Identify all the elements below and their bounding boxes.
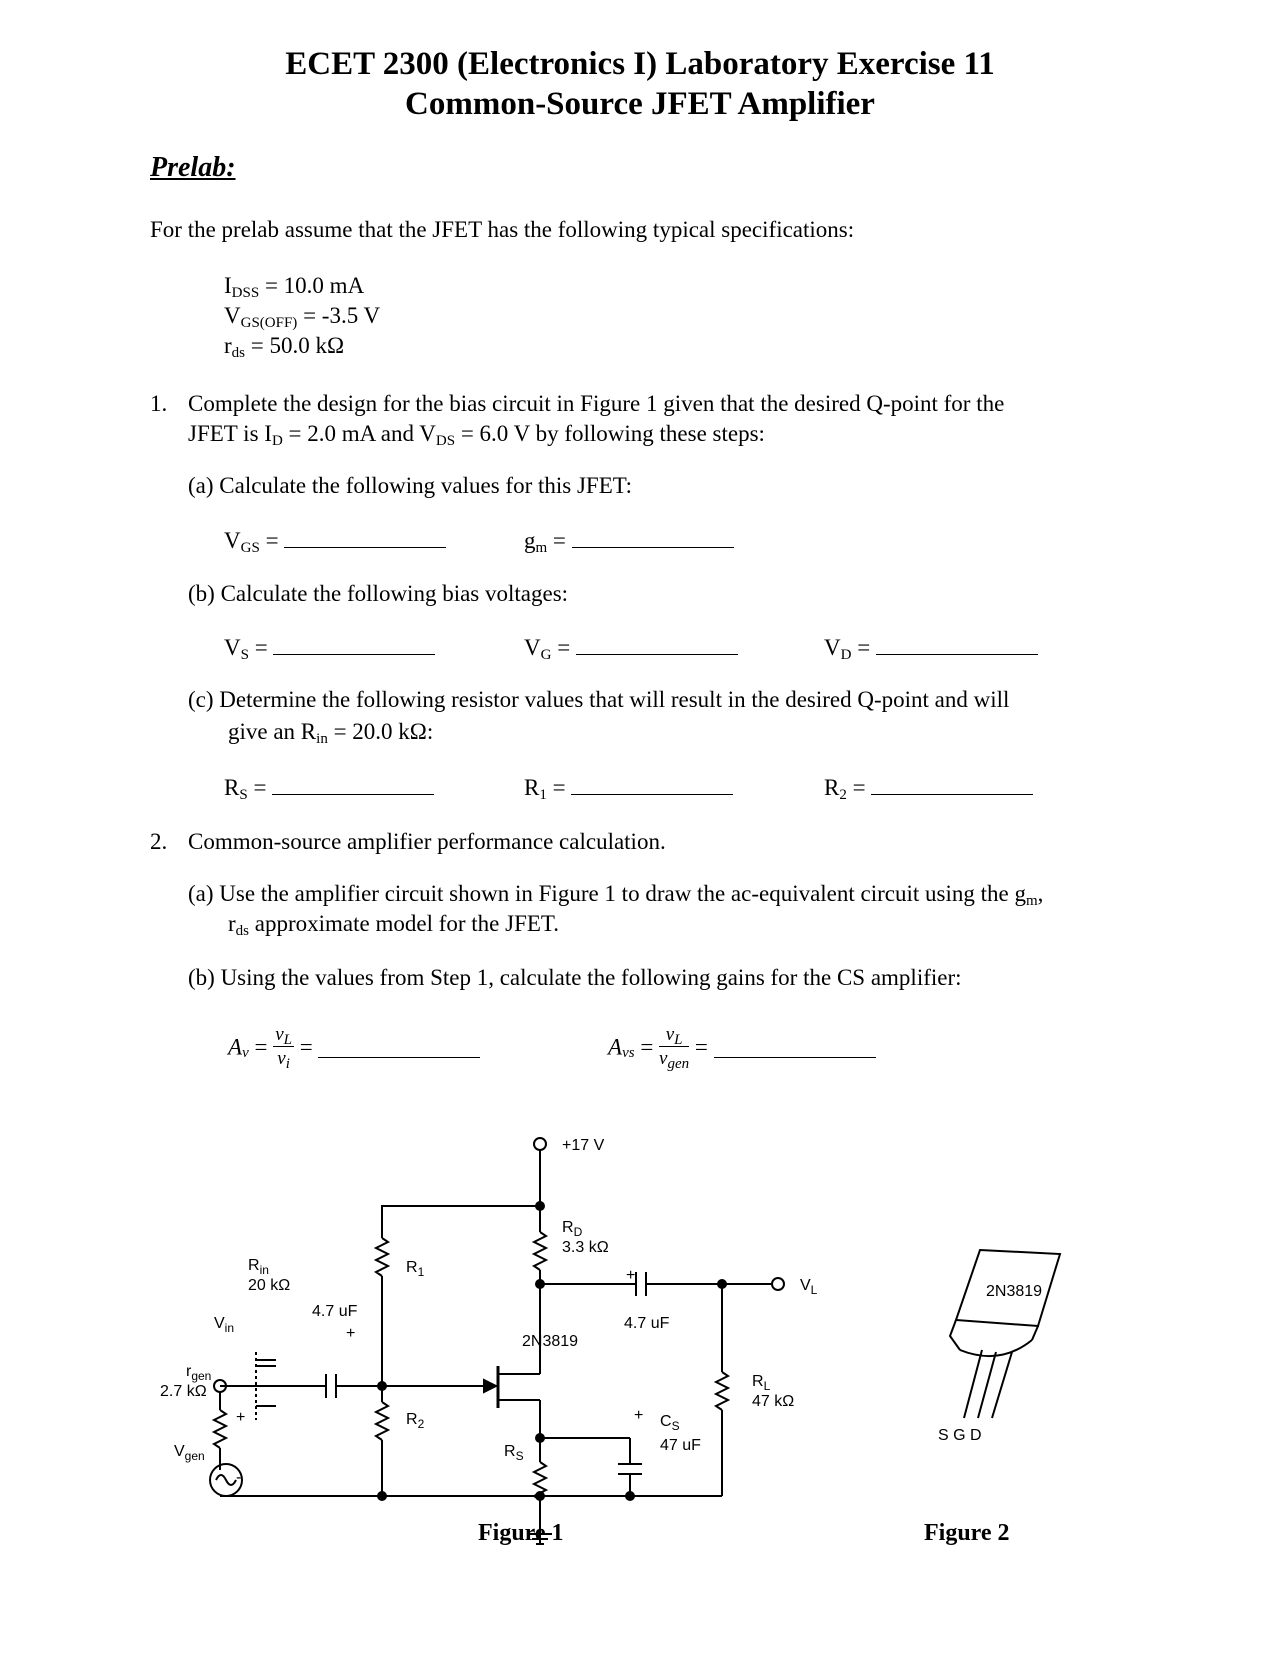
figure2-caption: Figure 2 (924, 1520, 1010, 1546)
rgen-value: 2.7 kΩ (160, 1383, 207, 1400)
avs-blank[interactable] (714, 1037, 876, 1058)
figure1-caption: Figure 1 (478, 1520, 564, 1546)
r2-blank[interactable] (871, 774, 1033, 795)
vin-label: $V_{in}$ (214, 1315, 235, 1335)
vg-answer: $V_G$ = (524, 634, 738, 662)
spec-idss: $I_{DSS} = 10.0$ mA (224, 273, 365, 301)
rl-label: $R_L$ (752, 1373, 771, 1393)
title-line-1: ECET 2300 (Electronics I) Laboratory Exercise 11 (285, 46, 995, 82)
av-formula: $A_v$ = $\frac{v_L}{v_i}$ = (228, 1024, 480, 1082)
rd-label: $R_D$ (562, 1219, 583, 1239)
vd-answer: $V_D$ = (824, 634, 1038, 662)
step2b-text: (b) Using the values from Step 1, calculate the following gains for the CS amplifier: (188, 965, 962, 990)
r1-resistor (376, 1238, 388, 1276)
avs-formula: $A_{vs}$ = $\frac{v_L}{v_{gen}}$ = (608, 1024, 876, 1082)
step2-title: Common-source amplifier performance calculation. (188, 829, 666, 854)
vd-blank[interactable] (876, 634, 1038, 655)
step1-line1: Complete the design for the bias circuit in Figure 1 given that the desired Q-point for the (188, 391, 1005, 416)
spec-vgsoff: $V_{GS(OFF)} = -3.5$ V (224, 303, 381, 331)
vs-blank[interactable] (273, 634, 435, 655)
av-blank[interactable] (318, 1037, 480, 1058)
cs-value: 47 uF (660, 1437, 701, 1454)
jfet-label: 2N3819 (522, 1333, 579, 1350)
title-line-2: Common-Source JFET Amplifier (405, 86, 875, 122)
figure2-package (920, 1240, 1070, 1450)
vg-blank[interactable] (576, 634, 738, 655)
rs-blank[interactable] (272, 774, 434, 795)
vgs-answer: $V_{GS}$ = (224, 527, 446, 555)
r2-answer: $R_2$ = (824, 774, 1033, 802)
step1c-line1: (c) Determine the following resistor values that will result in the desired Q-point and will (188, 687, 1010, 712)
rs-label: $R_S$ (504, 1443, 524, 1463)
prelab-heading: Prelab: (150, 152, 236, 183)
cin-plus: + (346, 1325, 356, 1342)
package-part: 2N3819 (986, 1283, 1043, 1300)
cs-label: $C_S$ (660, 1413, 680, 1433)
rgen-label: $r_{gen}$ (186, 1363, 212, 1383)
rin-label: $R_{in}$ (248, 1257, 269, 1277)
vgen-label: $V_{gen}$ (174, 1443, 205, 1463)
step2a-line1: (a) Use the amplifier circuit shown in Figure 1 to draw the ac-equivalent circuit using the $g_m$, (188, 881, 1044, 909)
rin-value: 20 kΩ (248, 1277, 291, 1294)
rs-answer: $R_S$ = (224, 774, 434, 802)
step2a-line2: $r_{ds}$ approximate model for the JFET. (228, 911, 560, 939)
r1-answer: $R_1$ = (524, 774, 733, 802)
step1b-text: (b) Calculate the following bias voltages: (188, 581, 569, 606)
spec-rds: $r_{ds} = 50.0$ kΩ (224, 333, 345, 361)
r1-label: $R_1$ (406, 1259, 425, 1279)
vgen-minus: - (236, 1469, 242, 1486)
prelab-intro: For the prelab assume that the JFET has the following typical specifications: (150, 217, 855, 242)
cout-value: 4.7 uF (624, 1315, 670, 1332)
rgen-resistor (214, 1410, 226, 1448)
supply-label: +17 V (562, 1137, 605, 1154)
r1-blank[interactable] (571, 774, 733, 795)
step1-line2: JFET is $I_D = 2.0$ mA and $V_{DS} = 6.0$ V by following these steps: (188, 421, 765, 449)
step2-number: 2. (150, 829, 168, 854)
step1-number: 1. (150, 391, 168, 416)
r2-resistor (376, 1402, 388, 1440)
vl-label: $V_L$ (800, 1277, 818, 1297)
r2-label: $R_2$ (406, 1411, 425, 1431)
gm-answer: $g_m$ = (524, 527, 734, 555)
cout-plus: + (626, 1267, 636, 1284)
rl-resistor (716, 1372, 728, 1410)
rl-value: 47 kΩ (752, 1393, 795, 1410)
vgen-plus: + (236, 1409, 246, 1426)
rd-value: 3.3 kΩ (562, 1239, 609, 1256)
cin-value: 4.7 uF (312, 1303, 358, 1320)
vs-answer: $V_S$ = (224, 634, 435, 662)
pin-labels: S G D (938, 1427, 982, 1444)
step1c-line2: give an $R_{in} = 20.0$ kΩ: (228, 719, 434, 747)
step1a-text: (a) Calculate the following values for this JFET: (188, 473, 633, 498)
rd-resistor (534, 1232, 546, 1270)
cs-plus: + (634, 1407, 644, 1424)
vgs-blank[interactable] (284, 527, 446, 548)
figure1-schematic (0, 1120, 1280, 1560)
gm-blank[interactable] (572, 527, 734, 548)
supply-terminal (534, 1138, 546, 1150)
